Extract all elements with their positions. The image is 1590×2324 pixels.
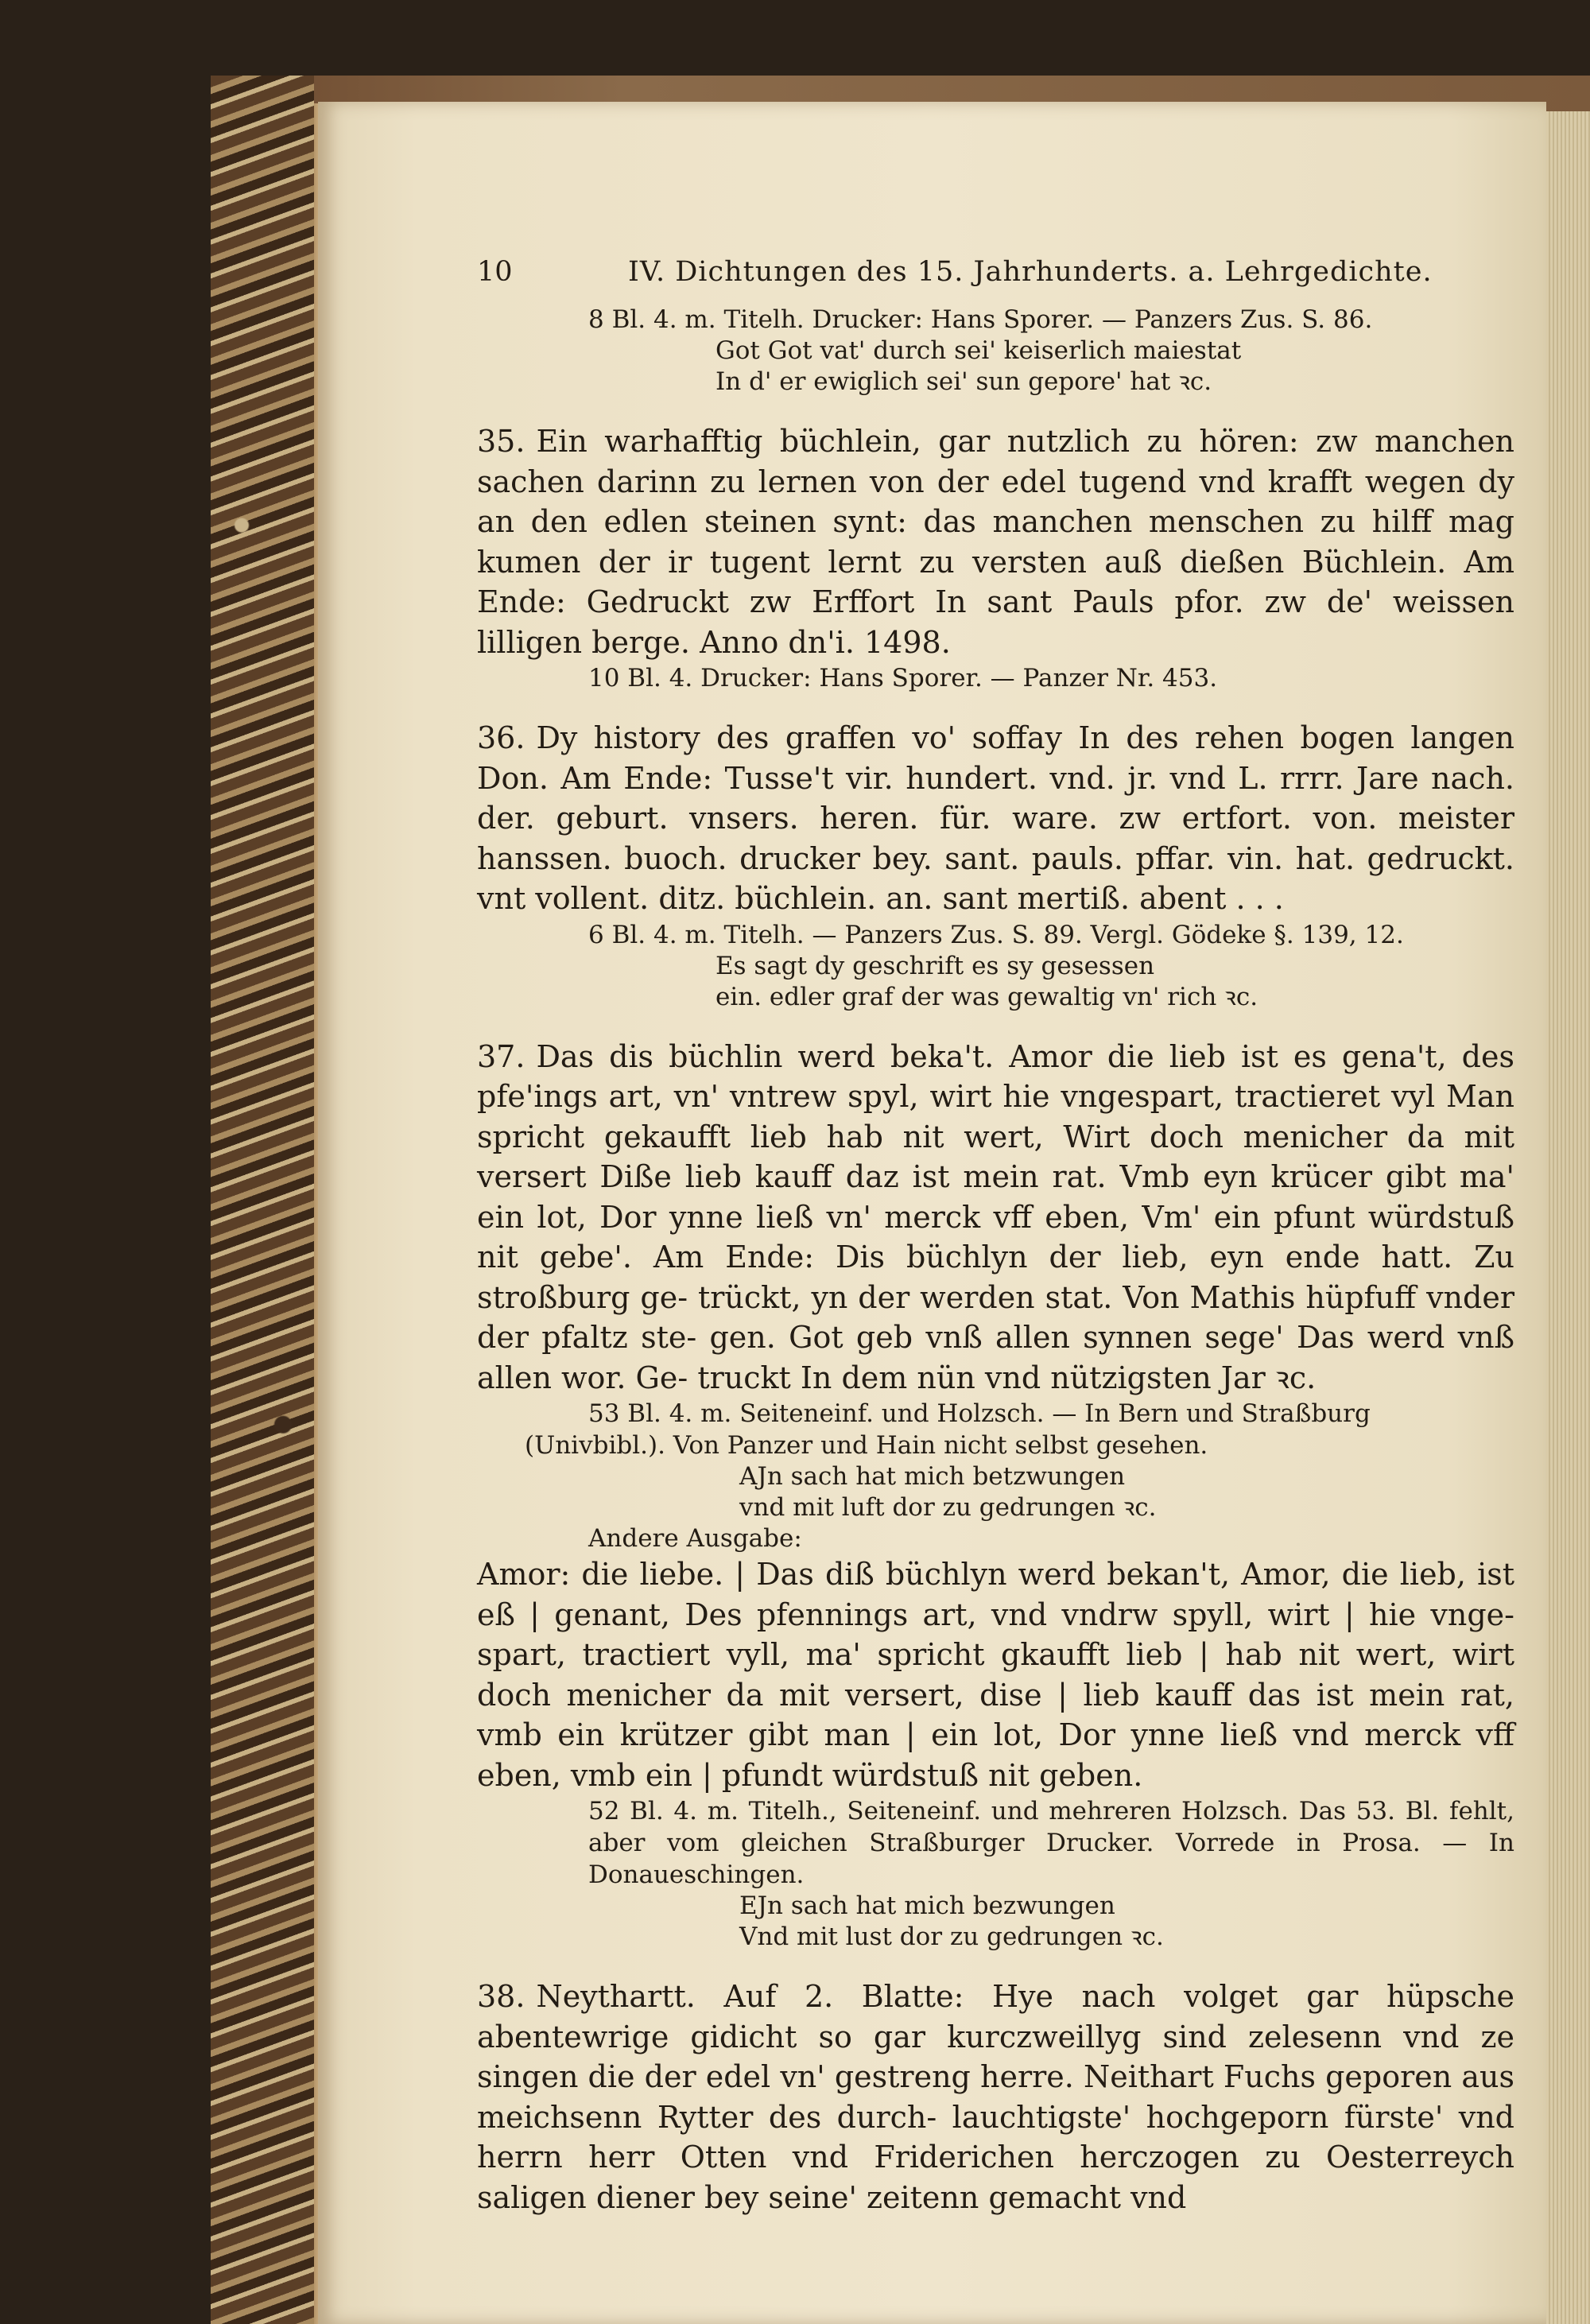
entry-36-quote-1: Es sagt dy geschrift es sy gesessen bbox=[716, 951, 1155, 980]
top-quote-line-1: Got Got vat' durch sei' keiserlich maiestat bbox=[716, 336, 1242, 365]
entry-35 bbox=[477, 421, 1514, 662]
entry-37-quote-3: EJn sach hat mich bezwungen bbox=[739, 1891, 1115, 1920]
entry-number: 38. bbox=[477, 1979, 525, 2014]
entry-text: Ein warhafftig büchlein, gar nutzlich zu hören: zw manchen sachen darinn zu lernen von der edel tugend vnd krafft wegen dy an den edlen steinen synt: das manchen menschen zu hilff mag kumen der ir tugent lernt zu versten auß dießen Büchlein. Am Ende: Gedruckt zw Erffort In sant Pauls pfor. zw de' weissen lilligen berge. Anno dn'i. 1498. bbox=[477, 424, 1514, 660]
entry-38 bbox=[477, 1977, 1514, 2217]
page-edges bbox=[1542, 111, 1590, 2324]
entry-37 bbox=[477, 1037, 1514, 1399]
entry-number: 35. bbox=[477, 424, 525, 459]
other-edition-text: Amor: die liebe. | Das diß büchlyn werd bekan't, Amor, die lieb, ist eß | genant, Des pfennings art, vnd vndrw spyll, wirt | hie vnge- spart, tractiert vyll, ma' spricht gkaufft lieb | hab nit wert, wirt doch menicher da mit versert, dise | lieb kauff das ist mein rat, vmb ein krützer gibt man | ein lot, Dor ynne ließ vnd merck vff eben, vmb ein | pfundt würdstuß nit geben. bbox=[477, 1557, 1514, 1793]
page-number: 10 bbox=[477, 256, 513, 288]
entry-35-note: 10 Bl. 4. Drucker: Hans Sporer. — Panzer Nr. 453. bbox=[588, 664, 1218, 693]
entry-text: Dy history des graffen vo' soffay In des rehen bogen langen Don. Am Ende: Tusse't vir. hundert. vnd. jr. vnd L. rrrr. Jare nach. der. geburt. vnsers. heren. für. ware. zw ertfort. von. meister hanssen. buoch. drucker bey. sant. pauls. pffar. vin. hat. gedruckt. vnt vollent. ditz. büchlein. an. sant mertiß. abent . . . bbox=[477, 720, 1514, 916]
top-quote-line-2: In d' er ewiglich sei' sun gepore' hat ꝛc. bbox=[716, 367, 1212, 396]
entry-36-note: 6 Bl. 4. m. Titelh. — Panzers Zus. S. 89. Vergl. Gödeke §. 139, 12. bbox=[588, 920, 1404, 949]
entry-text: Das dis büchlin werd beka't. Amor die lieb ist es gena't, des pfe'ings art, vn' vntrew spyl, wirt hie vngespart, tractieret vyl Man spricht gekaufft lieb hab nit wert, Wirt doch menicher da mit versert Diße lieb kauff daz ist mein rat. Vmb eyn krücer gibt ma' ein lot, Dor ynne ließ vn' merck vff eben, Vm' ein pfunt würdstuß nit gebe'. Am Ende: Dis büchlyn der lieb, eyn ende hatt. Zu stroßburg ge- trückt, yn der werden stat. Von Mathis hüpfuff vnder der pfaltz ste- gen. Got geb vnß allen synnen sege' Das werd vnß allen wor. Ge- truckt In dem nün vnd nützigsten Jar ꝛc. bbox=[477, 1038, 1514, 1395]
page-text bbox=[477, 256, 1514, 2217]
other-edition-label: Andere Ausgabe: bbox=[588, 1524, 802, 1553]
top-note: 8 Bl. 4. m. Titelh. Drucker: Hans Sporer. — Panzers Zus. S. 86. bbox=[588, 305, 1373, 334]
running-head: IV. Dichtungen des 15. Jahrhunderts. a. Lehrgedichte. bbox=[628, 256, 1433, 288]
entry-text: Neythartt. Auf 2. Blatte: Hye nach volget gar hüpsche abentewrige gidicht so gar kurczweillyg sind zelesenn vnd ze singen die der edel vn' gestreng herre. Neithart Fuchs geporen aus meichsenn Rytter des durch- lauchtigste' hochgeporn fürste' vnd herrn herr Otten vnd Friderichen herczogen zu Oesterreych saligen diener bey seine' zeitenn gemacht vnd bbox=[477, 1979, 1514, 2215]
entry-36-quote-2: ein. edler graf der was gewaltig vn' rich ꝛc. bbox=[716, 982, 1258, 1011]
entry-37-note-2: 52 Bl. 4. m. Titelh., Seiteneinf. und mehreren Holzsch. Das 53. Bl. fehlt, aber vom gleichen Straßburger Drucker. Vorrede in Prosa. — In Donaueschingen. bbox=[588, 1797, 1514, 1889]
entry-number: 37. bbox=[477, 1038, 525, 1074]
entry-37-note-a: 53 Bl. 4. m. Seiteneinf. und Holzsch. — In Bern und Straßburg bbox=[588, 1399, 1371, 1428]
entry-37-note-b: (Univbibl.). Von Panzer und Hain nicht selbst gesehen. bbox=[525, 1431, 1208, 1460]
entry-37-quote-2: vnd mit luft dor zu gedrungen ꝛc. bbox=[739, 1493, 1157, 1522]
page-header bbox=[477, 256, 1514, 304]
entry-37-quote-1: AJn sach hat mich betzwungen bbox=[739, 1462, 1126, 1491]
entry-number: 36. bbox=[477, 720, 525, 755]
entry-37-quote-4: Vnd mit lust dor zu gedrungen ꝛc. bbox=[739, 1922, 1164, 1951]
entry-36 bbox=[477, 718, 1514, 919]
marbled-board bbox=[211, 76, 314, 2324]
